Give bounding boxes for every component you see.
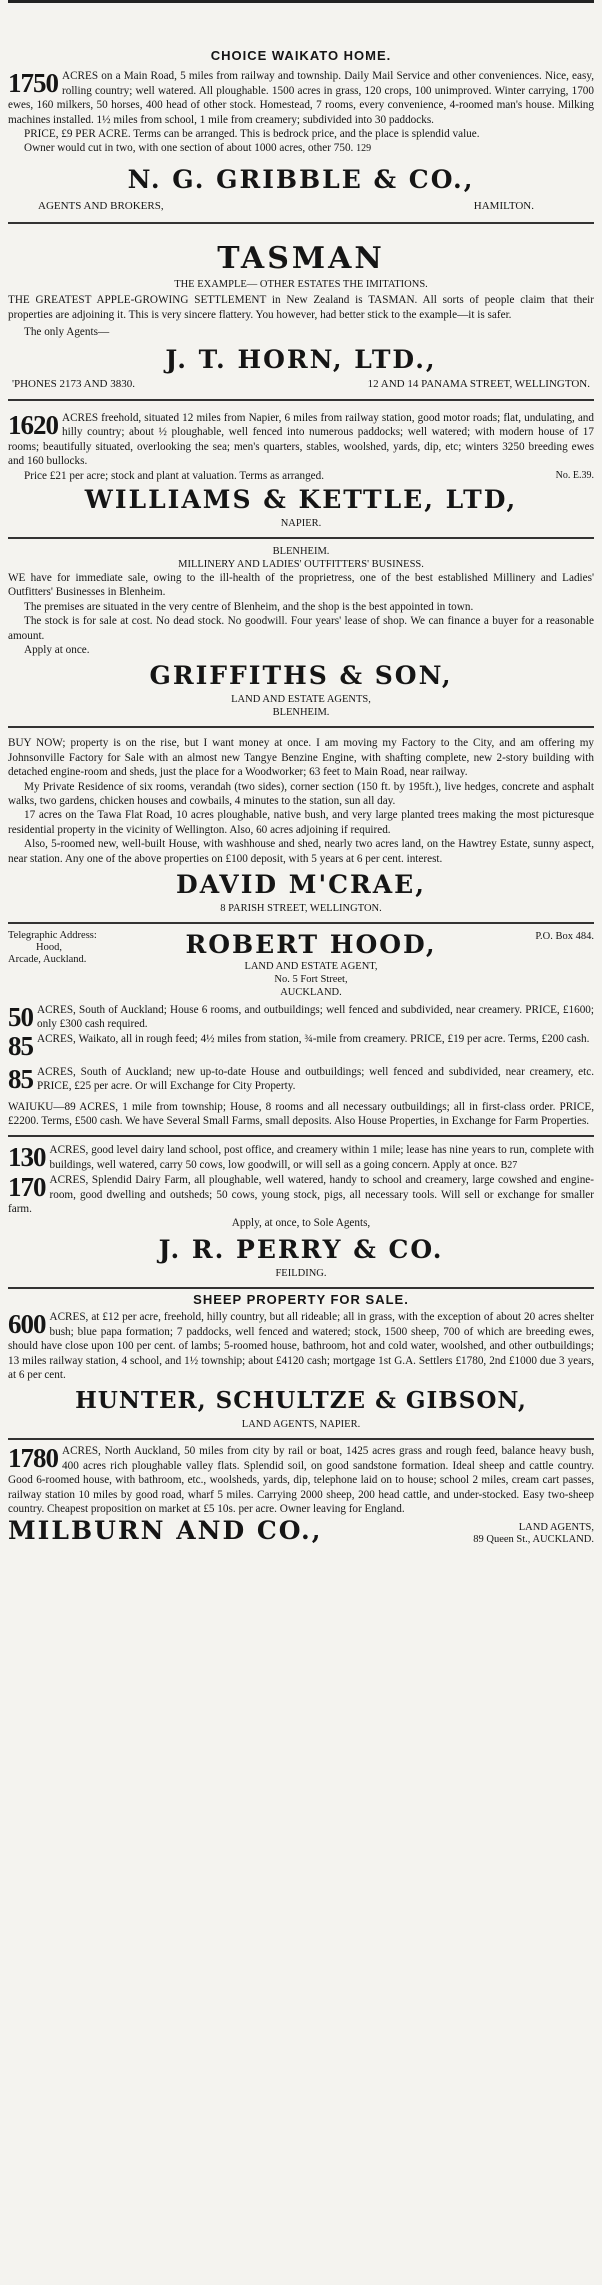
ad-body: BUY NOW; property is on the rise, but I want money at once. I am moving my Factory to the City, and am offering my Johnsonville Factory for Sale with an almost new Tangye Benzine Engine, with shafting complete, new 2-story building with detached engine-room and sheds, just the place for a Woodworker; 63 feet to Main Road, near railway. bbox=[8, 737, 594, 779]
ad-ref: B27 bbox=[500, 1159, 518, 1171]
ad-body-3: 17 acres on the Tawa Flat Road, 10 acres ploughable, native bush, and very large planted trees making the most picturesque residential property in the vicinity of Wellington. Also, 60 acres adjoining if required. bbox=[8, 809, 594, 836]
ad-body-2: The premises are situated in the very centre of Blenheim, and the shop is the best appointed in town. bbox=[24, 600, 474, 613]
ad-body-2: My Private Residence of six rooms, verandah (two sides), corner section (150 ft. by 195ft.), live hedges, concrete and asphalt walks, two gardens, chicken houses and cowbails, 4 minutes to the station, sun all day. bbox=[8, 780, 594, 807]
agent-place: AUCKLAND. bbox=[280, 987, 342, 998]
ad-williams-kettle bbox=[8, 401, 594, 539]
agent-address: No. 5 Fort Street, bbox=[274, 974, 348, 985]
agent-name: ROBERT HOOD, bbox=[185, 930, 437, 959]
listing: 170 ACRES, Splendid Dairy Farm, all ploughable, well watered, handy to school and creamery, large cowshed and engine-room, good dwelling and outsheds; 50 cows, young stock, pigs, all necessary tools. Will sell or exchange for smaller farm. bbox=[8, 1172, 594, 1216]
acreage-number: 1620 bbox=[8, 409, 58, 440]
agent-name: WILLIAMS & KETTLE, LTD, bbox=[84, 484, 518, 514]
ad-apply: Apply, at once, to Sole Agents, bbox=[231, 1217, 371, 1230]
agent-line bbox=[8, 1516, 594, 1546]
listing: 50 ACRES, South of Auckland; House 6 rooms, and outbuildings; well fenced and subdivided, near creamery. PRICE, £1600; only £300 cash required. bbox=[8, 1002, 594, 1032]
ad-agents-label: The only Agents— bbox=[24, 326, 110, 339]
agent-name: J. T. HORN, LTD., bbox=[165, 345, 437, 375]
agent-place: HAMILTON. bbox=[473, 199, 534, 212]
ad-body: 1620 ACRES freehold, situated 12 miles from Napier, 6 miles from railway station, good motor roads; flat, undulating, and hilly country; about ½ ploughable, well fenced into numerous paddocks; well watered; with modern house of 17 rooms; beautifully situated, overlooking the sea; men's quarters, stables, woolshed, yards, dip, etc; winters 3250 breeding ewes and 160 bullocks. bbox=[8, 409, 594, 468]
ad-ref: No. E.39. bbox=[555, 469, 594, 481]
ad-price: PRICE, £9 PER ACRE. Terms can be arranged. This is bedrock price, and the place is splendid value. bbox=[24, 128, 480, 141]
ad-tasman bbox=[8, 224, 594, 401]
agent-phones: 'PHONES 2173 AND 3830. bbox=[12, 378, 135, 391]
ad-note: Owner would cut in two, with one section of about 1000 acres, other 750. 129 bbox=[24, 142, 372, 155]
ad-body-3: The stock is for sale at cost. No dead stock. No goodwill. Four years' lease of shop. We can finance a buyer for a reasonable amount. bbox=[8, 615, 594, 642]
hood-header bbox=[8, 930, 594, 999]
agent-line bbox=[8, 197, 594, 215]
agent-address: LAND AGENTS, 89 Queen St., AUCKLAND. bbox=[473, 1522, 594, 1546]
agent-role: LAND AND ESTATE AGENTS, bbox=[231, 694, 371, 706]
telegraphic-address: Telegraphic Address: Hood, Arcade, Auckland. bbox=[8, 930, 97, 965]
ad-body: 1780 ACRES, North Auckland, 50 miles from city by rail or boat, 1425 acres grass and rough feed, balance heavy bush, 400 acres rich ploughable valley flats. Splendid soil, on good sandstone formation. Ideal sheep and cattle country. Good 6-roomed house, with bathroom, etc., woolsheds, yards, dip, telephone laid on to house; school 2 miles, cream cart passes, railway station 10 miles by good road, wharf 5 miles. Carrying 2000 sheep, 200 head cattle, and under-stocked. Easy two-sheep country. Cheapest proposition on market at £5 10s. per acre. Owner leaving for England. bbox=[8, 1443, 594, 1515]
ad-body-4: Apply at once. bbox=[24, 643, 90, 656]
ad-mccrae bbox=[8, 728, 594, 924]
acreage-number: 1780 bbox=[8, 1443, 58, 1474]
ad-body: THE GREATEST APPLE-GROWING SETTLEMENT in New Zealand is TASMAN. All sorts of people claim that their properties are adjoining it. This is very sincere flattery. You however, had better stick to the example—it is safer. bbox=[8, 294, 594, 321]
agent-place: NAPIER. bbox=[280, 517, 322, 529]
acreage-number: 50 bbox=[8, 1002, 33, 1032]
ad-robert-hood bbox=[8, 924, 594, 1137]
acreage-number: 170 bbox=[8, 1172, 46, 1203]
agent-name: HUNTER, SCHULTZE & GIBSON, bbox=[75, 1387, 527, 1415]
agent-line bbox=[8, 377, 594, 391]
ad-milburn bbox=[8, 1440, 594, 1553]
agent-name: MILBURN AND CO., bbox=[8, 1516, 323, 1546]
agent-role: LAND AND ESTATE AGENT, bbox=[244, 961, 378, 972]
ad-body: 600 ACRES, at £12 per acre, freehold, hilly country, but all rideable; all in grass, with the exception of about 20 acres shelter bush; blue papa formation; 7 paddocks, well fenced and watered; stock, 1500 sheep, 700 of which are breeding ewes, should have close upon 100 per cent. of lambs; 5-roomed house, bathroom, hot and cold water, woolshed, and other outbuildings; 13 miles railway station, 4 school, and 1½ township; about £4120 cash; mortgage 1st G.A. Settlers £1780, 2nd £1000 due 3 years, at 6 per cent. bbox=[8, 1309, 594, 1381]
agent-name: J. R. PERRY & CO. bbox=[158, 1234, 444, 1264]
ad-body: 1750 ACRES on a Main Road, 5 miles from railway and township. Daily Mail Service and other conveniences. Nice, easy, rolling country; well watered. All ploughable. 1500 acres in grass, 120 crops, 100 unimproved. Winter carrying, 1700 ewes, 160 milkers, 50 horses, 400 head of other stock. Homestead, 7 rooms, every convenience, 4-roomed man's house. Milking machines installed. 1½ miles from school, 1 mile from creamery; subdivided into 30 paddocks. bbox=[8, 68, 594, 126]
acreage-number: 85 bbox=[8, 1030, 33, 1061]
agent-place: LAND AGENTS, NAPIER. bbox=[241, 1419, 361, 1431]
agent-address: 8 PARISH STREET, WELLINGTON. bbox=[220, 903, 382, 914]
ad-heading: SHEEP PROPERTY FOR SALE. bbox=[193, 1291, 409, 1307]
agent-name: GRIFFITHS & SON, bbox=[149, 661, 453, 691]
acreage-number: 600 bbox=[8, 1309, 46, 1340]
listing: WAIUKU—89 ACRES, 1 mile from township; House, 8 rooms and all necessary outbuildings; all in first-class order. PRICE, £2200. Terms, £500 cash. We have Several Small Farms, small deposits. Also House Properties, in Exchange for Farm Properties. bbox=[8, 1100, 594, 1128]
ad-price-line bbox=[8, 469, 594, 483]
listing: 130 ACRES, good level dairy land school, post office, and creamery within 1 mile; lease has nine years to run, complete with buildings, well watered, carry 50 cows, low goodwill, or will sell as a going concern. Apply at once. B27 bbox=[8, 1142, 594, 1173]
ad-price: Price £21 per acre; stock and plant at valuation. Terms as arranged. bbox=[24, 469, 325, 482]
ad-ref: 129 bbox=[356, 143, 372, 155]
agent-place: FEILDING. bbox=[275, 1267, 327, 1279]
ad-title: TASMAN bbox=[217, 241, 385, 277]
ad-heading: MILLINERY AND LADIES' OUTFITTERS' BUSINESS. bbox=[178, 558, 424, 570]
hood-center bbox=[118, 930, 504, 999]
listing: 85 ACRES, South of Auckland; new up-to-date House and outbuildings; well fenced and subdivided, near creamery, etc. PRICE, £25 per acre. Or will Exchange for City Property. bbox=[8, 1063, 594, 1094]
ad-heading: CHOICE WAIKATO HOME. bbox=[210, 48, 392, 63]
top-rule bbox=[8, 0, 594, 3]
agent-address: 12 AND 14 PANAMA STREET, WELLINGTON. bbox=[367, 378, 590, 391]
acreage-number: 1750 bbox=[8, 68, 58, 99]
agent-place: BLENHEIM. bbox=[272, 707, 330, 719]
acreage-number: 130 bbox=[8, 1142, 46, 1173]
po-box: P.O. Box 484. bbox=[535, 931, 594, 942]
ad-place: BLENHEIM. bbox=[272, 545, 330, 557]
newspaper-column bbox=[8, 0, 594, 1553]
ad-hunter-schultze bbox=[8, 1289, 594, 1440]
ad-subtitle: THE EXAMPLE— OTHER ESTATES THE IMITATIONS. bbox=[174, 279, 428, 291]
ad-griffiths bbox=[8, 539, 594, 728]
agent-role: AGENTS AND BROKERS, bbox=[38, 199, 164, 212]
agent-name: DAVID M'CRAE, bbox=[176, 870, 426, 899]
listing: 85 ACRES, Waikato, all in rough feed; 4½ miles from station, ¾-mile from creamery. PRICE, £19 per acre. Terms, £200 cash. bbox=[8, 1030, 590, 1061]
acreage-number: 85 bbox=[8, 1063, 33, 1094]
ad-gribble bbox=[8, 5, 594, 224]
ad-perry bbox=[8, 1137, 594, 1288]
ad-body-4: Also, 5-roomed new, well-built House, with washhouse and shed, nearly two acres land, on the Hawtrey Estate, sunny aspect, near station. Any one of the above properties on £100 deposit, with 5 years at 6 per cent. interest. bbox=[8, 838, 594, 865]
ad-body: WE have for immediate sale, owing to the ill-health of the proprietress, one of the best established Millinery and Ladies' Outfitters' Businesses in Blenheim. bbox=[8, 571, 594, 599]
agent-name: N. G. GRIBBLE & CO., bbox=[127, 164, 475, 194]
